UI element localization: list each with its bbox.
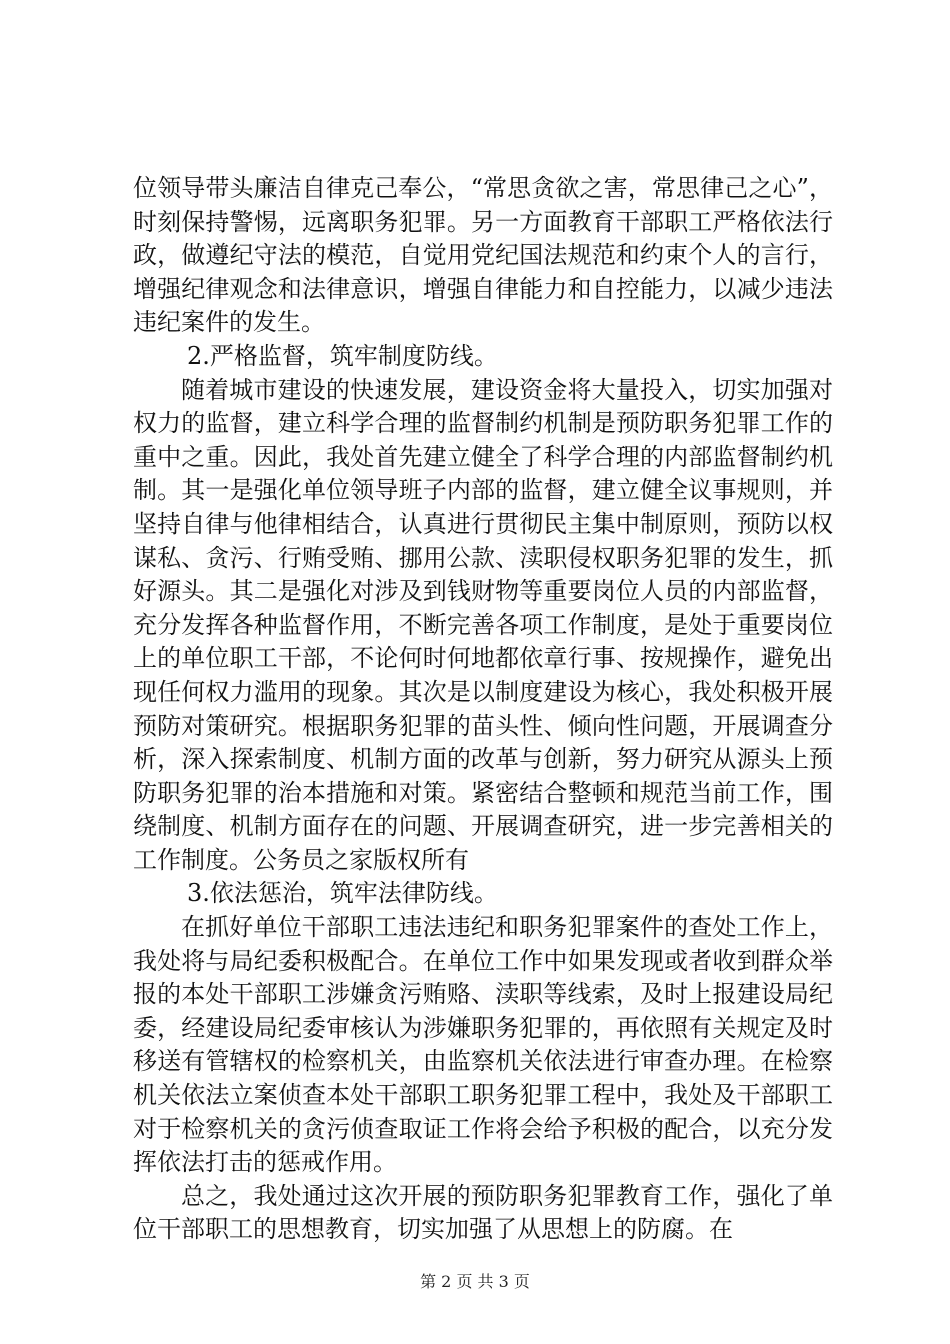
paragraph-continuation: 位领导带头廉洁自律克己奉公，“常思贪欲之害，常思律己之心”，时刻保持警惕，远离职务犯罪。另一方面教育干部职工严格依法行政，做遵纪守法的模范，自觉用党纪国法规范和约束个人的言行，增强纪律观念和法律意识，增强自律能力和自控能力，以减少违法违纪案件的发生。 [133,174,833,337]
paragraph-supervision: 随着城市建设的快速发展，建设资金将大量投入，切实加强对权力的监督，建立科学合理的监督制约机制是预防职务犯罪工作的重中之重。因此，我处首先建立健全了科学合理的内部监督制约机制。其一是强化单位领导班子内部的监督，建立健全议事规则，并坚持自律与他律相结合，认真进行贯彻民主集中制原则，预防以权谋私、贪污、行贿受贿、挪用公款、渎职侵权职务犯罪的发生，抓好源头。其二是强化对涉及到钱财物等重要岗位人员的内部监督，充分发挥各种监督作用，不断完善各项工作制度，是处于重要岗位上的单位职工干部，不论何时何地都依章行事、按规操作，避免出现任何权力滥用的现象。其次是以制度建设为核心，我处积极开展预防对策研究。根据职务犯罪的苗头性、倾向性问题，开展调查分析，深入探索制度、机制方面的改革与创新，努力研究从源头上预防职务犯罪的治本措施和对策。紧密结合整顿和规范当前工作，围绕制度、机制方面存在的问题、开展调查研究，进一步完善相关的工作制度。公务员之家版权所有 [133,375,833,874]
paragraph-punishment: 在抓好单位干部职工违法违纪和职务犯罪案件的查处工作上，我处将与局纪委积极配合。在单位工作中如果发现或者收到群众举报的本处干部职工涉嫌贪污贿赂、渎职等线索，及时上报建设局纪委，经建设局纪委审核认为涉嫌职务犯罪的，再依照有关规定及时移送有管辖权的检察机关，由监察机关依法进行审查办理。在检察机关依法立案侦查本处干部职工职务犯罪工程中，我处及干部职工对于检察机关的贪污侦查取证工作将会给予积极的配合，以充分发挥依法打击的惩戒作用。 [133,913,833,1177]
document-body [133,172,833,1247]
page-number-footer: 第 2 页 共 3 页 [420,1272,530,1291]
paragraph-summary: 总之，我处通过这次开展的预防职务犯罪教育工作，强化了单位干部职工的思想教育，切实加强了从思想上的防腐。在 [133,1181,833,1244]
section-heading-2: 2.严格监督，筑牢制度防线。 [187,341,498,370]
section-heading-3: 3.依法惩治，筑牢法律防线。 [187,879,498,908]
